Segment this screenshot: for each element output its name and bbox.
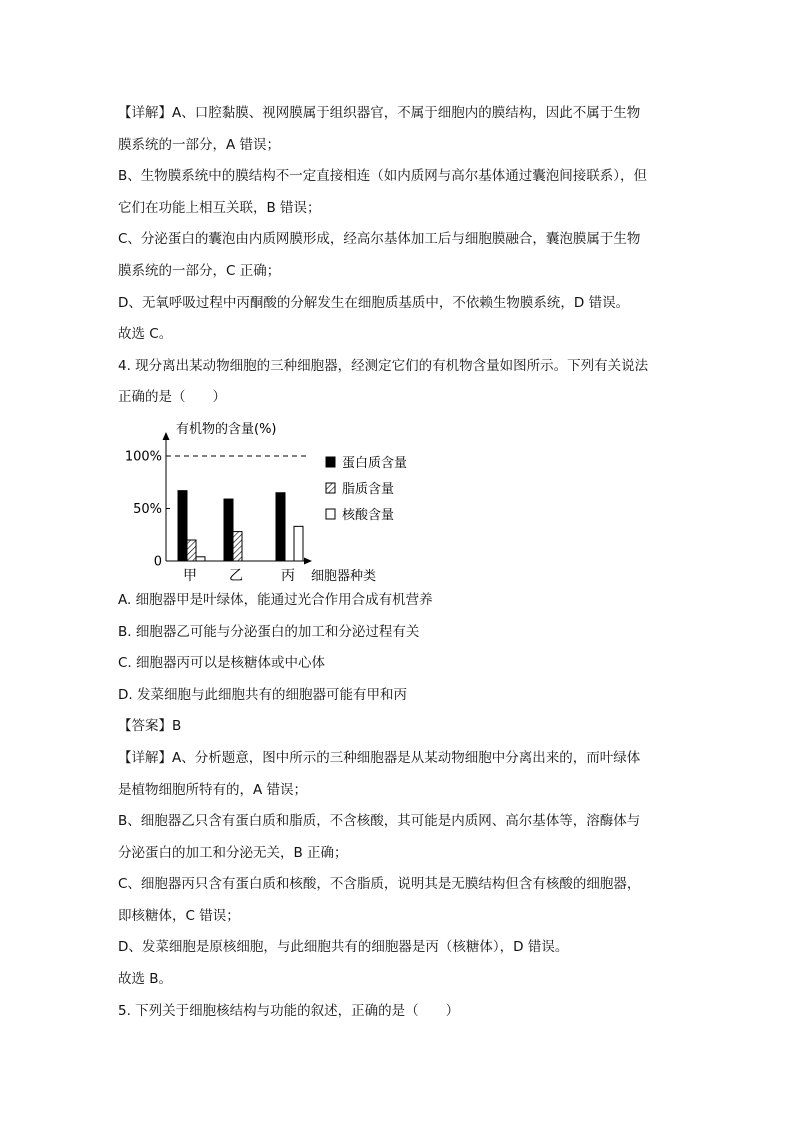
page-content bbox=[0, 98, 794, 1027]
y-tick-label: 0 bbox=[153, 554, 162, 570]
y-tick-label: 100% bbox=[124, 449, 162, 465]
legend-label: 蛋白质含量 bbox=[342, 455, 408, 471]
text-line: D、发菜细胞是原核细胞，与此细胞共有的细胞器是丙（核糖体），D 错误。 bbox=[118, 939, 569, 956]
text-line: 【详解】A、口腔黏膜、视网膜属于组织器官，不属于细胞内的膜结构，因此不属于生物 bbox=[118, 105, 641, 121]
x-tick-label: 丙 bbox=[281, 567, 295, 583]
chart-legend bbox=[326, 456, 407, 523]
option-b: B. 细胞器乙可能与分泌蛋白的加工和分泌过程有关 bbox=[118, 623, 420, 640]
x-axis-label: 细胞器种类 bbox=[311, 568, 377, 583]
text-line: 膜系统的一部分，A 错误； bbox=[118, 136, 281, 153]
x-tick-label: 乙 bbox=[229, 567, 243, 583]
text-line: 是植物细胞所特有的，A 错误； bbox=[118, 781, 308, 798]
x-axis-arrow bbox=[304, 557, 312, 564]
text-line: B、细胞器乙只含有蛋白质和脂质，不含核酸，其可能是内质网、高尔基体等，溶酶体与 bbox=[118, 813, 641, 830]
question-stem: 5. 下列关于细胞核结构与功能的叙述，正确的是（ ） bbox=[118, 1002, 460, 1019]
legend-label: 脂质含量 bbox=[342, 481, 395, 497]
legend-swatch bbox=[326, 509, 335, 519]
y-axis-label: 有机物的含量(%) bbox=[176, 421, 277, 437]
question-5 bbox=[0, 996, 794, 1028]
bar-乙-1 bbox=[233, 532, 242, 561]
legend-label: 核酸含量 bbox=[342, 507, 395, 523]
bar-甲-2 bbox=[196, 557, 205, 561]
x-tick-label: 甲 bbox=[183, 567, 197, 583]
text-line: 故选 B。 bbox=[118, 971, 173, 988]
text-line: D、无氧呼吸过程中丙酮酸的分解发生在细胞质基质中，不依赖生物膜系统，D 错误。 bbox=[118, 294, 630, 311]
option-c: C. 细胞器丙可以是核糖体或中心体 bbox=[118, 655, 326, 672]
bar-甲-1 bbox=[187, 540, 196, 561]
option-a: A. 细胞器甲是叶绿体，能通过光合作用合成有机营养 bbox=[118, 591, 433, 608]
chart-labels bbox=[125, 421, 376, 583]
question-4 bbox=[0, 351, 794, 996]
text-line: 它们在功能上相互关联，B 错误； bbox=[118, 199, 321, 216]
bar-丙-2 bbox=[294, 526, 303, 561]
bar-乙-0 bbox=[224, 499, 233, 561]
text-line: 即核糖体，C 错误； bbox=[118, 907, 240, 924]
option-d: D. 发菜细胞与此细胞共有的细胞器可能有甲和丙 bbox=[118, 686, 407, 703]
legend-swatch bbox=[326, 457, 335, 467]
chart-bars bbox=[178, 491, 303, 561]
explanation-block-q3 bbox=[0, 98, 794, 351]
text-line: 【详解】A、分析题意，图中所示的三种细胞器是从某动物细胞中分离出来的，而叶绿体 bbox=[118, 749, 641, 766]
text-line: 故选 C。 bbox=[118, 326, 173, 343]
question-stem: 正确的是（ ） bbox=[118, 389, 226, 406]
text-line: 分泌蛋白的加工和分泌无关，B 正确； bbox=[118, 844, 348, 861]
bar-甲-0 bbox=[178, 491, 187, 561]
text-line: C、细胞器丙只含有蛋白质和核酸，不含脂质，说明其是无膜结构但含有核酸的细胞器， bbox=[118, 876, 641, 893]
y-tick-label: 50% bbox=[133, 501, 162, 517]
text-line: C、分泌蛋白的囊泡由内质网膜形成，经高尔基体加工后与细胞膜融合，囊泡膜属于生物 bbox=[118, 231, 641, 248]
answer-line: 【答案】B bbox=[118, 718, 182, 735]
text-line: 膜系统的一部分，C 正确； bbox=[118, 262, 281, 279]
legend-swatch bbox=[326, 483, 335, 493]
chart-svg bbox=[118, 420, 418, 583]
text-line: B、生物膜系统中的膜结构不一定直接相连（如内质网与高尔基体通过囊泡间接联系），但 bbox=[118, 168, 648, 185]
question-stem: 4. 现分离出某动物细胞的三种细胞器，经测定它们的有机物含量如图所示。下列有关说法 bbox=[118, 357, 649, 374]
y-axis-arrow bbox=[163, 432, 170, 440]
organelle-chart bbox=[118, 420, 418, 583]
bar-丙-0 bbox=[276, 493, 285, 561]
